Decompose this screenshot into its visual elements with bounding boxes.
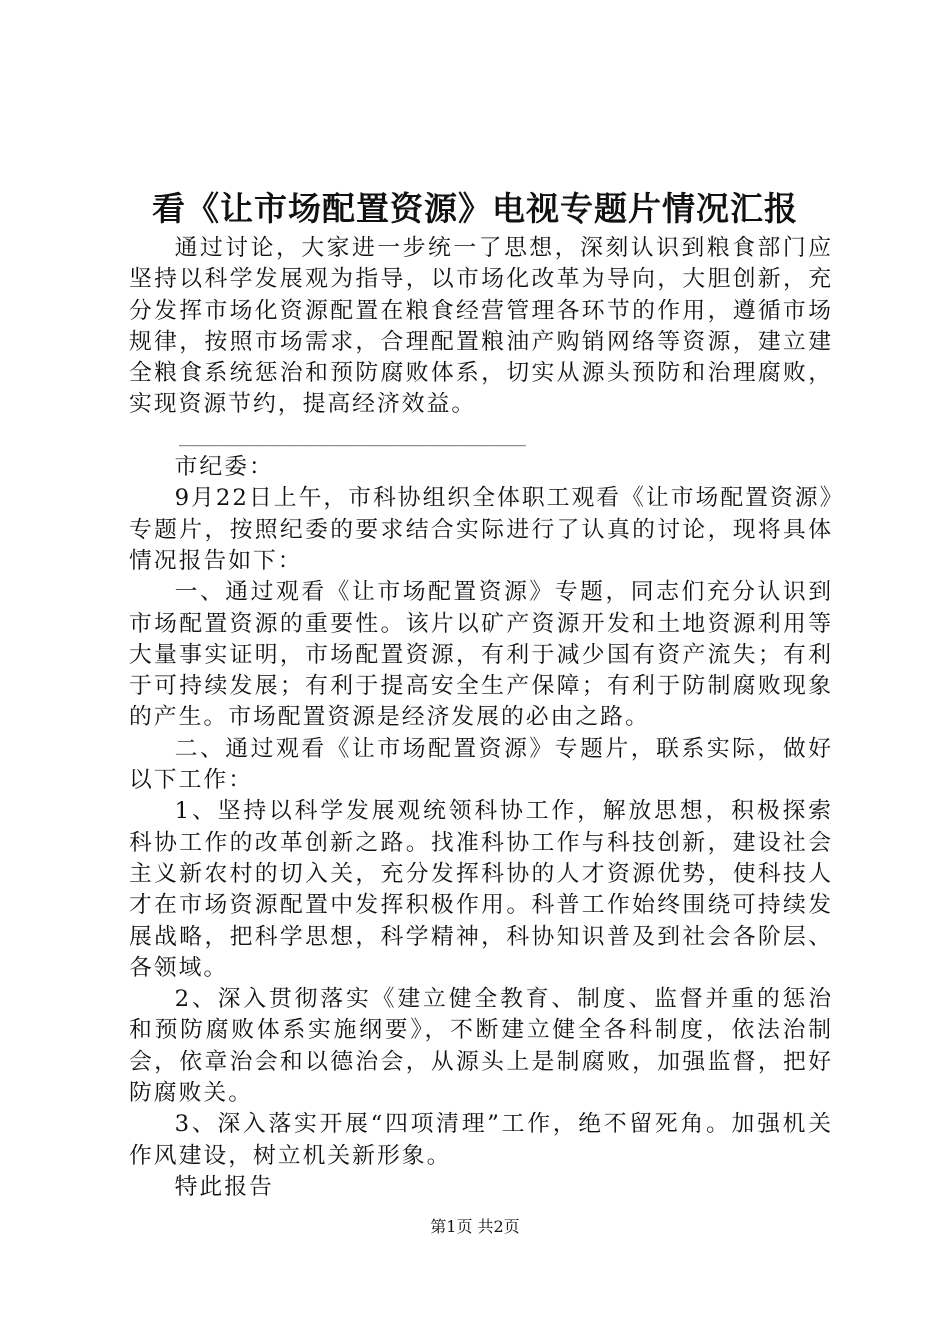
item-two-paragraph: 2、深入贯彻落实《建立健全教育、制度、监督并重的惩治和预防腐败体系实施纲要》，不断建立健全各科制度，依法治制会，依章治会和以德治会，从源头上是制腐败，加强监督，把好防腐败关。	[129, 986, 833, 1107]
separator-line: ________________________________	[179, 425, 526, 447]
section-two-paragraph: 二、通过观看《让市场配置资源》专题片，联系实际，做好以下工作：	[129, 735, 833, 794]
page-footer: 第1页 共2页	[430, 1217, 520, 1236]
section-one-paragraph: 一、通过观看《让市场配置资源》专题，同志们充分认识到市场配置资源的重要性。该片以矿产资源开发和土地资源利用等大量事实证明，市场配置资源，有利于减少国有资产流失；有利于可持续发展；有利于提高安全生产保障；有利于防制腐败现象的产生。市场配置资源是经济发展的必由之路。	[129, 579, 833, 731]
salutation: 市纪委：	[174, 454, 274, 481]
closing-paragraph: 特此报告	[174, 1173, 274, 1200]
intro-paragraph: 通过讨论，大家进一步统一了思想，深刻认识到粮食部门应坚持以科学发展观为指导，以市场化改革为导向，大胆创新，充分发挥市场化资源配置在粮食经营管理各环节的作用，遵循市场规律，按照市场需求，合理配置粮油产购销网络等资源，建立建全粮食系统惩治和预防腐败体系，切实从源头预防和治理腐败，实现资源节约，提高经济效益。	[129, 235, 833, 418]
opening-paragraph: 9月22日上午，市科协组织全体职工观看《让市场配置资源》专题片，按照纪委的要求结合实际进行了认真的讨论，现将具体情况报告如下：	[129, 485, 833, 574]
item-one-paragraph: 1、坚持以科学发展观统领科协工作，解放思想，积极探索科协工作的改革创新之路。找准科协工作与科技创新，建设社会主义新农村的切入关，充分发挥科协的人才资源优势，使科技人才在市场资源配置中发挥积极作用。科普工作始终围绕可持续发展战略，把科学思想，科学精神，科协知识普及到社会各阶层、各领域。	[129, 798, 833, 981]
document-title: 看《让市场配置资源》电视专题片情况汇报	[152, 189, 798, 228]
document-body	[129, 233, 833, 1203]
item-three-paragraph: 3、深入落实开展“四项清理”工作，绝不留死角。加强机关作风建设，树立机关新形象。	[129, 1111, 833, 1169]
